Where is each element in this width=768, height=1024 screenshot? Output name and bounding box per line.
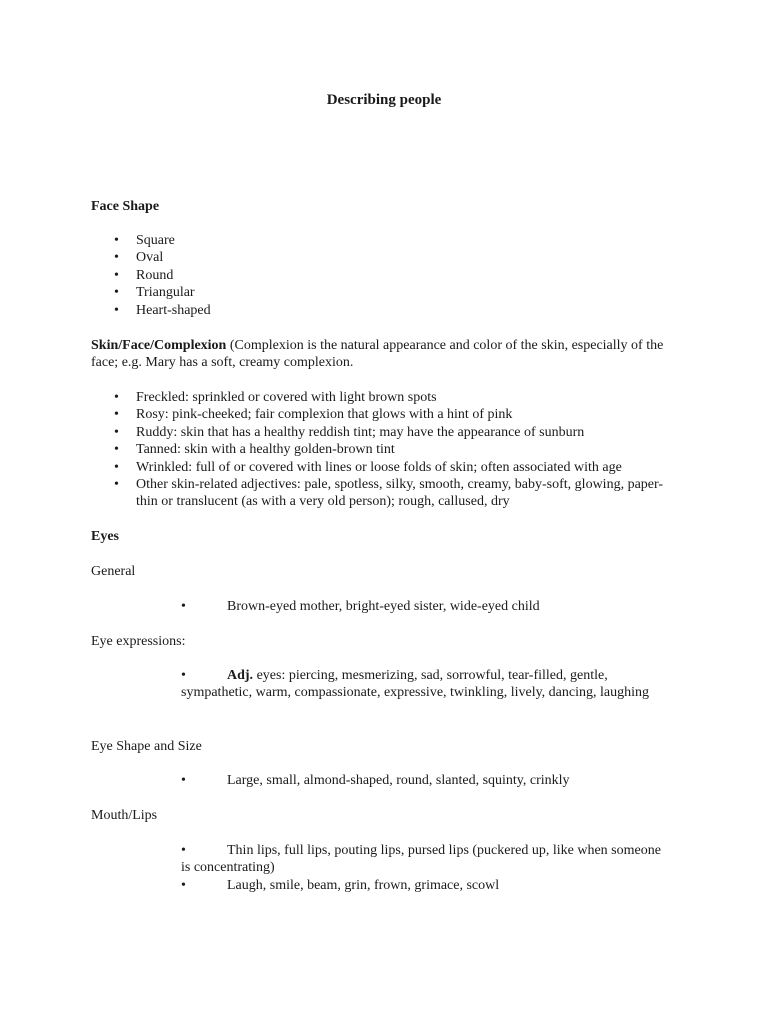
- list-item: • Round: [114, 267, 174, 283]
- eye-shape-item: • Large, small, almond-shaped, round, slanted, squinty, crinkly: [181, 773, 570, 788]
- eye-expressions-item: • Adj. eyes: piercing, mesmerizing, sad, sorrowful, tear-filled, gentle, sympathetic, warm, compassionate, expressive, twinkling, lively, dancing, laughing: [181, 668, 649, 701]
- mouth-item: • Laugh, smile, beam, grin, frown, grimace, scowl: [181, 878, 500, 893]
- bullet-icon: •: [114, 285, 119, 301]
- mouth-item: • Thin lips, full lips, pouting lips, pursed lips (puckered up, like when someone is concentrating): [181, 843, 661, 876]
- eyes-general-label: General: [91, 564, 136, 579]
- skin-list: [91, 389, 681, 511]
- list-item: • Ruddy: skin that has a healthy reddish tint; may have the appearance of sunburn: [114, 424, 585, 440]
- bullet-icon: •: [181, 878, 186, 893]
- bullet-icon: •: [114, 424, 119, 440]
- list-item: • Wrinkled: full of or covered with lines or loose folds of skin; often associated with age: [114, 459, 622, 475]
- eye-shape-label: Eye Shape and Size: [91, 739, 202, 754]
- bullet-icon: •: [114, 267, 119, 283]
- skin-heading: Skin/Face/Complexion: [91, 338, 227, 353]
- bullet-icon: •: [114, 302, 119, 318]
- list-item: • Other skin-related adjectives: pale, spotless, silky, smooth, creamy, baby-soft, glowing, paper-thin or translucent (as with a very old person); rough, callused, dry: [114, 477, 664, 510]
- list-item: • Freckled: sprinkled or covered with light brown spots: [114, 390, 437, 405]
- bullet-icon: •: [114, 233, 119, 248]
- eyes-heading: Eyes: [91, 529, 119, 544]
- skin-paragraph: [91, 337, 681, 372]
- bullet-icon: •: [114, 442, 119, 458]
- bullet-icon: •: [114, 250, 119, 266]
- bullet-icon: •: [114, 407, 119, 423]
- bullet-icon: •: [114, 390, 119, 405]
- list-item: • Rosy: pink-cheeked; fair complexion that glows with a hint of pink: [114, 407, 513, 423]
- list-item: • Heart-shaped: [114, 302, 211, 318]
- mouth-label: Mouth/Lips: [91, 808, 158, 823]
- face-shape-list: [91, 232, 681, 319]
- document-title: Describing people: [326, 92, 442, 108]
- eye-expressions-label: Eye expressions:: [91, 634, 186, 649]
- face-shape-heading: Face Shape: [91, 199, 160, 214]
- bullet-icon: •: [181, 773, 186, 788]
- bullet-icon: •: [114, 459, 119, 475]
- bullet-icon: •: [181, 599, 186, 614]
- skin-intro: (Complexion is the natural appearance and color of the skin, especially of the face; e.g. Mary has a soft, creamy complexion.: [91, 338, 664, 371]
- list-item: • Tanned: skin with a healthy golden-brown tint: [114, 442, 395, 458]
- list-item: • Triangular: [114, 285, 195, 301]
- bullet-icon: •: [181, 668, 186, 683]
- adj-label: Adj.: [227, 668, 254, 683]
- list-item: • Oval: [114, 250, 164, 266]
- eyes-general-item: • Brown-eyed mother, bright-eyed sister, wide-eyed child: [181, 599, 540, 614]
- list-item: • Square: [114, 233, 175, 248]
- bullet-icon: •: [181, 843, 186, 858]
- bullet-icon: •: [114, 477, 119, 493]
